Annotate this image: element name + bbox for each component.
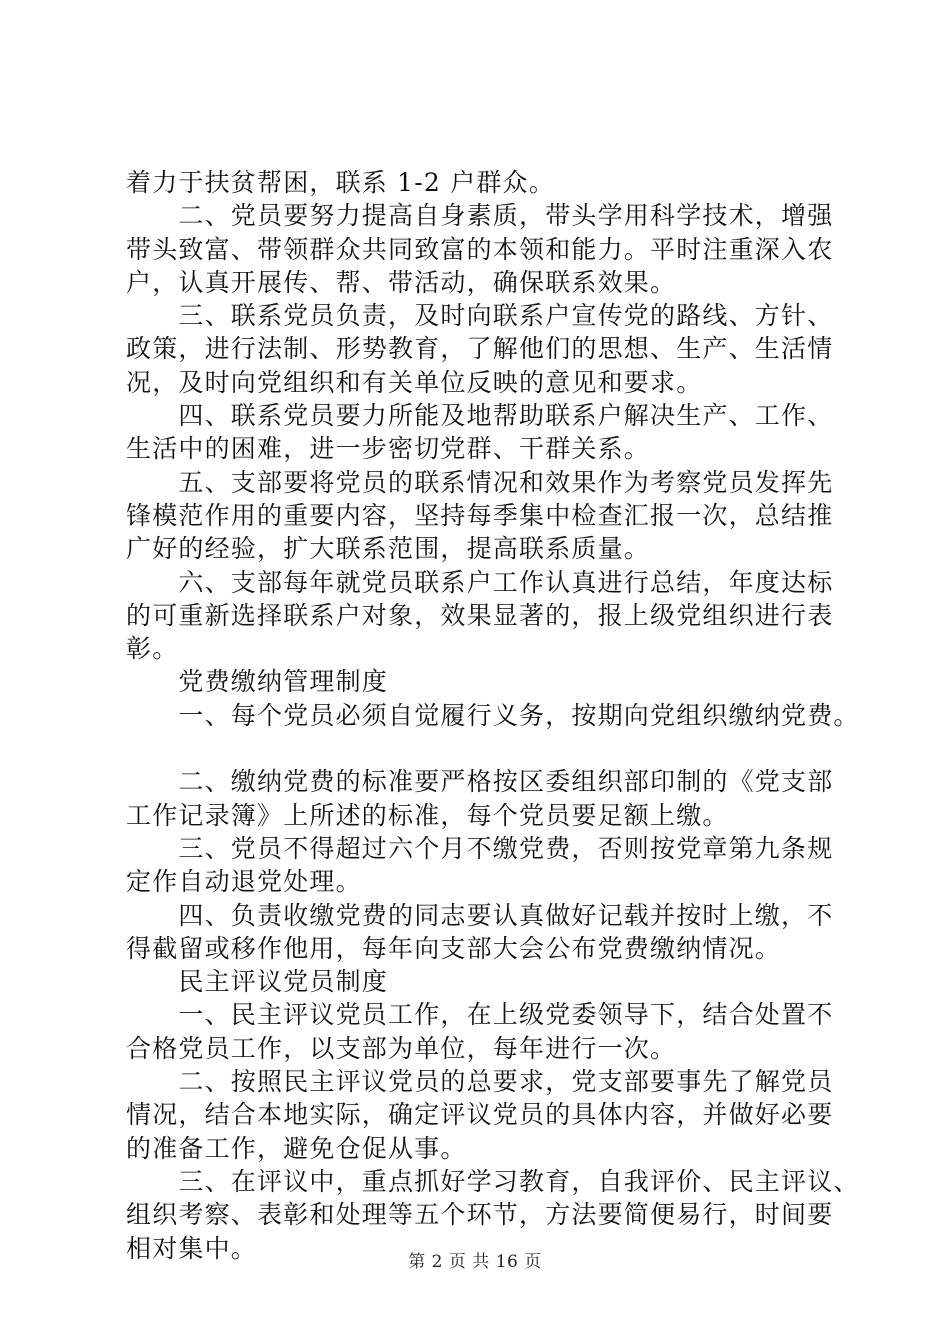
text-line: 况，及时向党组织和有关单位反映的意见和要求。: [126, 367, 703, 397]
text-line: 的准备工作，避免仓促从事。: [126, 1133, 467, 1163]
text-line: 的可重新选择联系户对象，效果显著的，报上级党组织进行表: [126, 600, 834, 630]
text-line: 定作自动退党处理。: [126, 867, 362, 897]
text-line: 三、在评议中，重点抓好学习教育，自我评价、民主评议、: [126, 1166, 860, 1196]
text-line: 三、联系党员负责，及时向联系户宣传党的路线、方针、: [126, 301, 834, 331]
text-line: 二、按照民主评议党员的总要求，党支部要事先了解党员: [126, 1067, 834, 1097]
text-line: 党费缴纳管理制度: [126, 667, 389, 697]
text-line: 四、联系党员要力所能及地帮助联系户解决生产、工作、: [126, 401, 834, 431]
text-line: 情况，结合本地实际，确定评议党员的具体内容，并做好必要: [126, 1100, 834, 1130]
text-line: 着力于扶贫帮困，联系 1-2 户群众。: [126, 168, 555, 197]
text-line: 一、每个党员必须自觉履行义务，按期向党组织缴纳党费。: [126, 700, 860, 730]
text-line: 组织考察、表彰和处理等五个环节，方法要简便易行，时间要: [126, 1200, 834, 1230]
text-line: 五、支部要将党员的联系情况和效果作为考察党员发挥先: [126, 467, 834, 497]
text-line: 六、支部每年就党员联系户工作认真进行总结，年度达标: [126, 567, 834, 597]
text-line: 生活中的困难，进一步密切党群、干群关系。: [126, 434, 651, 464]
text-line: 一、民主评议党员工作，在上级党委领导下，结合处置不: [126, 1000, 834, 1030]
text-line: 带头致富、带领群众共同致富的本领和能力。平时注重深入农: [126, 234, 834, 264]
text-line: 政策，进行法制、形势教育，了解他们的思想、生产、生活情: [126, 334, 834, 364]
text-line: 工作记录簿》上所述的标准，每个党员要足额上缴。: [126, 800, 729, 830]
text-line: 锋模范作用的重要内容，坚持每季集中检查汇报一次，总结推: [126, 500, 834, 530]
text-line: 四、负责收缴党费的同志要认真做好记载并按时上缴，不: [126, 900, 834, 930]
page-footer: 第 2 页 共 16 页: [408, 1252, 542, 1272]
text-line: 相对集中。: [126, 1233, 258, 1263]
text-line: [126, 732, 836, 765]
text-line: 合格党员工作，以支部为单位，每年进行一次。: [126, 1033, 677, 1063]
text-line: 二、党员要努力提高自身素质，带头学用科学技术，增强: [126, 201, 834, 231]
text-line: 户，认真开展传、帮、带活动，确保联系效果。: [126, 267, 677, 297]
document-body: [126, 166, 860, 1265]
text-line: 广好的经验，扩大联系范围，提高联系质量。: [126, 534, 651, 564]
text-line: 三、党员不得超过六个月不缴党费，否则按党章第九条规: [126, 833, 834, 863]
text-line: 二、缴纳党费的标准要严格按区委组织部印制的《党支部: [126, 767, 834, 797]
text-line: 彰。: [126, 634, 179, 664]
text-line: 得截留或移作他用，每年向支部大会公布党费缴纳情况。: [126, 933, 782, 963]
text-line: 民主评议党员制度: [126, 967, 389, 997]
